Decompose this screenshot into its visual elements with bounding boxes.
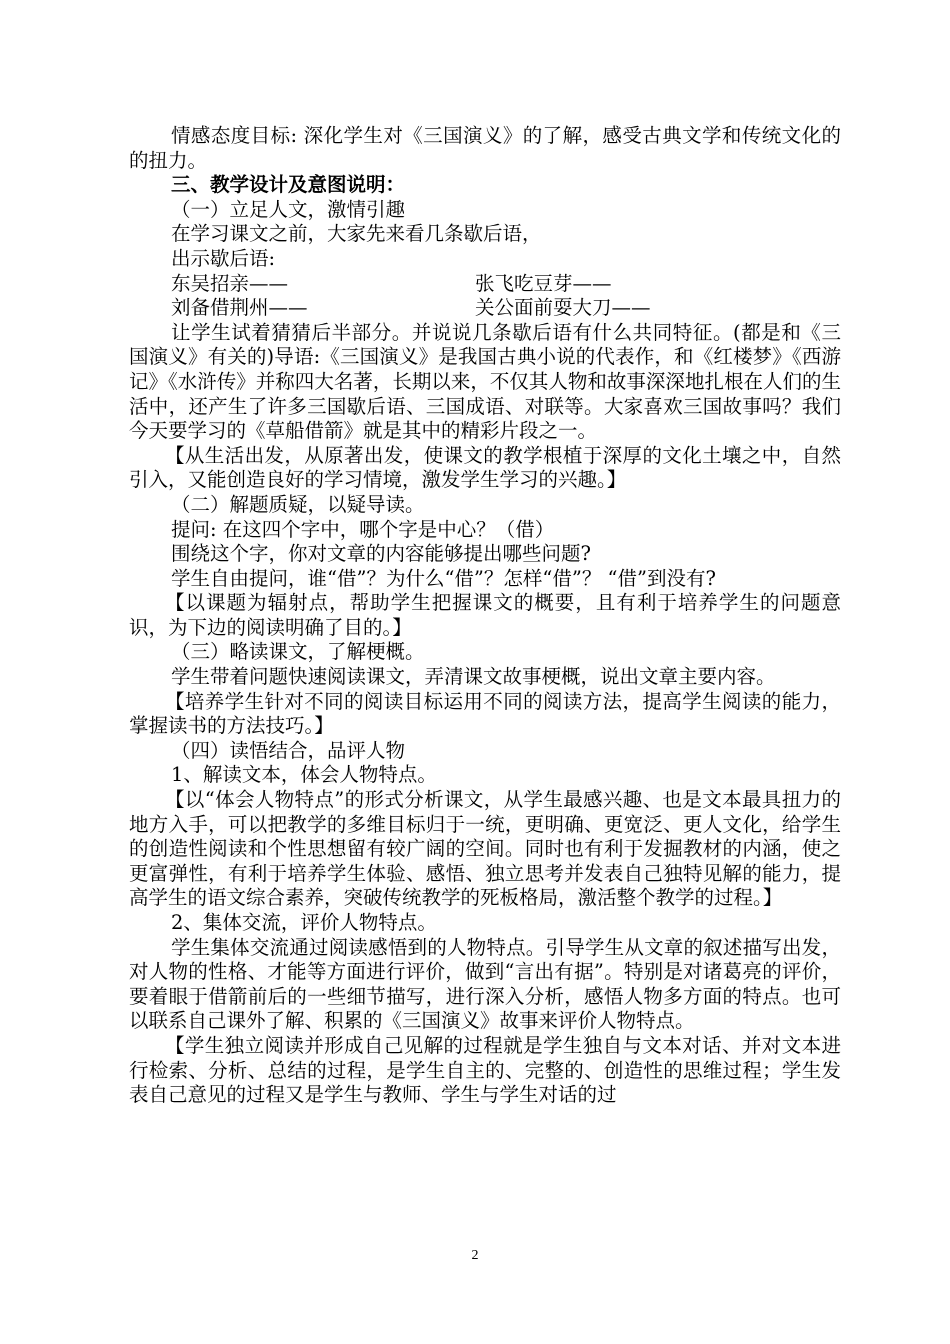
design-note: 【从生活出发，从原著出发，使课文的教学根植于深厚的文化土壤之中，自然引入，又能创造良好的学习情境，激发学生学习的兴趣。】 — [129, 443, 841, 492]
saying-item: 刘备借荆州—— — [171, 296, 308, 320]
body-paragraph: 学生自由提问，谁“借”？为什么“借”？怎样“借”？ “借”到没有? — [171, 566, 716, 590]
subheading-2: （二）解题质疑，以疑导读。 — [171, 492, 425, 516]
design-note: 【学生独立阅读并形成自己见解的过程就是学生独自与文本对话、并对文本进行检索、分析、总结的过程，是学生自主的、完整的、创造性的思维过程；学生发表自己意见的过程又是学生与教师、学生与学生对话的过 — [129, 1033, 841, 1107]
section-heading: 三、教学设计及意图说明： — [171, 173, 406, 197]
subheading-4: （四）读悟结合，品评人物 — [171, 738, 406, 762]
body-paragraph: 围绕这个字，你对文章的内容能够提出哪些问题? — [171, 542, 591, 566]
body-paragraph: 提问: 在这四个字中，哪个字是中心？（借） — [171, 517, 555, 541]
design-note: 【以“体会人物特点”的形式分析课文，从学生最感兴趣、也是文本最具扭力的地方入手，可以把教学的多维目标归于一统，更明确、更宽泛、更人文化，给学生的创造性阅读和个性思想留有较广阔的空间。同时也有利于发掘教材的内涵，使之更富弹性，有利于培养学生体验、感悟、独立思考并发表自己独特见解的能力，提高学生的语文综合素养，突破传统教学的死板格局，激活整个教学的过程。】 — [129, 788, 841, 910]
step-heading: 2、集体交流，评价人物特点。 — [171, 911, 437, 934]
saying-row — [129, 296, 841, 321]
saying-item: 张飞吃豆芽—— — [475, 271, 612, 295]
step-heading: 1、解读文本，体会人物特点。 — [171, 763, 437, 787]
saying-item: 东吴招亲—— — [171, 271, 289, 295]
subheading-1: （一）立足人文，激情引趣 — [171, 197, 406, 221]
design-note: 【以课题为辐射点，帮助学生把握课文的概要，且有利于培养学生的问题意识，为下边的阅读明确了目的。】 — [129, 591, 841, 639]
subheading-3: （三）略读课文，了解梗概。 — [171, 640, 425, 664]
intro-paragraph: 在学习课文之前，大家先来看几条歇后语， — [171, 222, 542, 246]
body-paragraph: 学生集体交流通过阅读感悟到的人物特点。引导学生从文章的叙述描写出发，对人物的性格、才能等方面进行评价，做到“言出有据”。特别是对诸葛亮的评价，要着眼于借箭前后的一些细节描写，进行深入分析，感悟人物多方面的特点。也可以联系自己课外了解、积累的《三国演义》故事来评价人物特点。 — [129, 935, 841, 1033]
design-note: 【培养学生针对不同的阅读目标运用不同的阅读方法，提高学生阅读的能力，掌握读书的方法技巧。】 — [129, 689, 841, 738]
sayings-label: 出示歇后语: — [171, 246, 276, 270]
body-paragraph: 让学生试着猜猜后半部分。并说说几条歇后语有什么共同特征。(都是和《三国演义》有关的)导语:《三国演义》是我国古典小说的代表作，和《红楼梦》《西游记》《水浒传》并称四大名著，长期以来，不仅其人物和故事深深地扎根在人们的生活中，还产生了许多三国歇后语、三国成语、对联等。大家喜欢三国故事吗？我们今天要学习的《草船借箭》就是其中的精彩片段之一。 — [129, 320, 841, 443]
saying-item: 关公面前耍大刀—— — [475, 296, 651, 320]
emotion-goal-paragraph: 情感态度目标: 深化学生对《三国演义》的了解，感受古典文学和传统文化的的扭力。 — [129, 124, 841, 172]
body-paragraph: 学生带着问题快速阅读课文，弄清课文故事梗概，说出文章主要内容。 — [171, 665, 776, 689]
page-number: 2 — [471, 1248, 479, 1263]
document-body — [129, 124, 841, 1108]
saying-row — [129, 272, 841, 297]
